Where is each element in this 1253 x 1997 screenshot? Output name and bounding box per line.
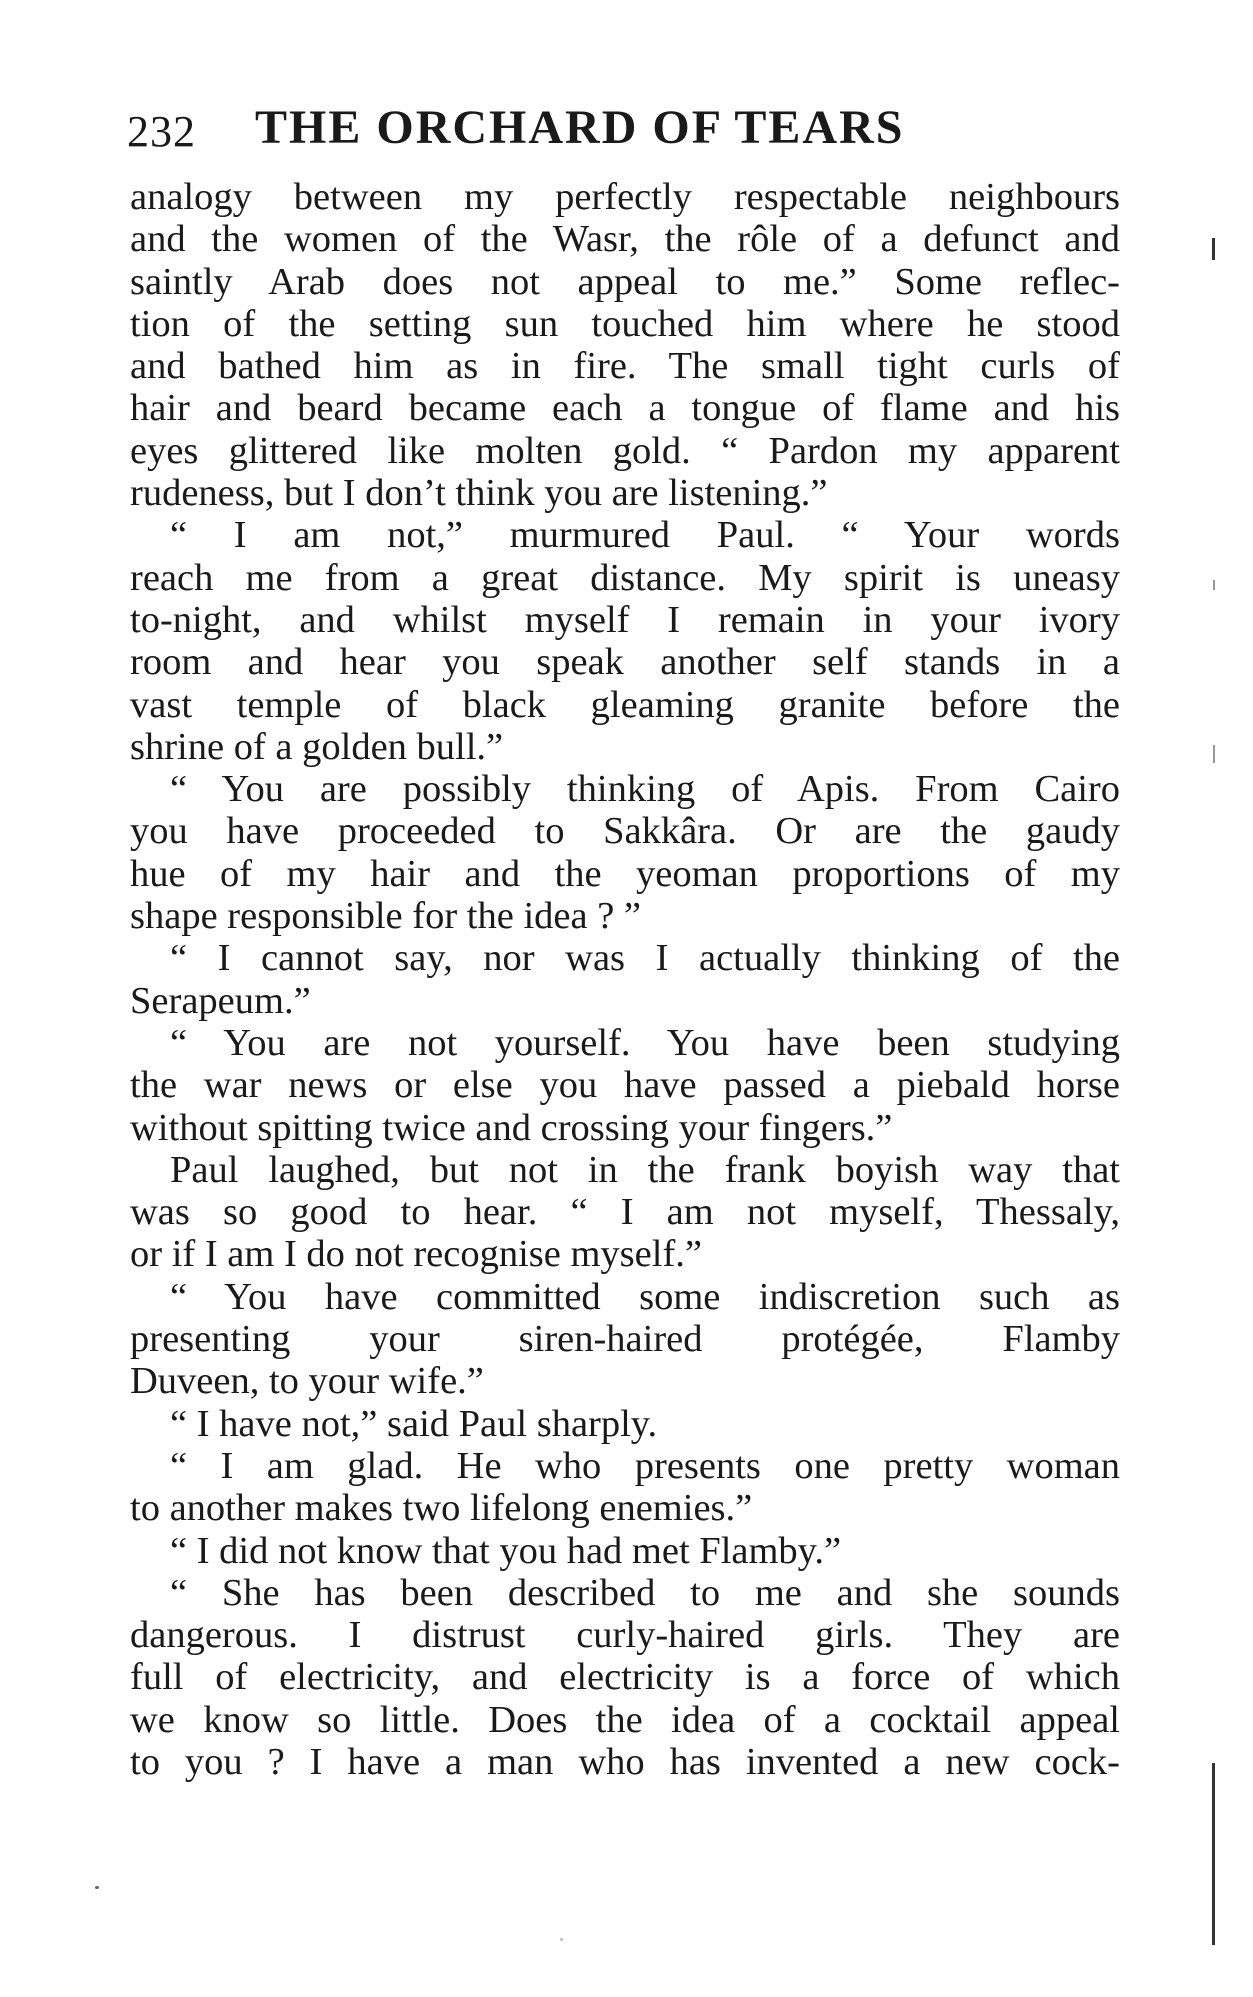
body-text <box>130 176 1125 1783</box>
scan-mark <box>1213 580 1215 590</box>
text-line: without spitting twice and crossing your fingers.” <box>130 1106 893 1149</box>
text-line: “ You have committed some indiscretion such as <box>170 1275 1120 1318</box>
text-line: the war news or else you have passed a piebald horse <box>130 1064 1120 1107</box>
text-line: “ You are possibly thinking of Apis. From Cairo <box>170 768 1120 811</box>
text-line: full of electricity, and electricity is a force of which <box>130 1656 1120 1699</box>
text-line: dangerous. I distrust curly-haired girls. They are <box>130 1614 1120 1657</box>
text-line: to another makes two lifelong enemies.” <box>130 1487 753 1530</box>
text-line: reach me from a great distance. My spirit is uneasy <box>130 556 1120 599</box>
text-line: room and hear you speak another self stands in a <box>130 641 1120 684</box>
text-line: to-night, and whilst myself I remain in your ivory <box>130 598 1120 641</box>
text-line: “ I have not,” said Paul sharply. <box>170 1402 658 1445</box>
page-header <box>127 100 987 170</box>
text-line: shrine of a golden bull.” <box>130 725 504 768</box>
page-number: 232 <box>127 107 196 156</box>
text-line: “ You are not yourself. You have been studying <box>170 1021 1120 1064</box>
scan-speck <box>95 1886 99 1889</box>
scan-mark <box>1212 238 1215 260</box>
text-line: hair and beard became each a tongue of flame and his <box>130 387 1120 430</box>
text-line: Duveen, to your wife.” <box>130 1360 484 1403</box>
text-line: hue of my hair and the yeoman proportions of my <box>130 852 1120 895</box>
text-line: “ I am glad. He who presents one pretty woman <box>170 1444 1120 1487</box>
text-line: eyes glittered like molten gold. “ Pardon my apparent <box>130 429 1120 472</box>
scan-mark <box>1213 745 1215 763</box>
text-line: tion of the setting sun touched him where he stood <box>130 302 1120 345</box>
text-line: to you ? I have a man who has invented a new cock- <box>130 1740 1120 1783</box>
text-line: vast temple of black gleaming granite before the <box>130 683 1120 726</box>
text-line: analogy between my perfectly respectable neighbours <box>130 176 1120 218</box>
running-title: THE ORCHARD OF TEARS <box>255 101 905 154</box>
text-line: or if I am I do not recognise myself.” <box>130 1233 702 1276</box>
text-line: we know so little. Does the idea of a cocktail appeal <box>130 1698 1120 1741</box>
scan-speck <box>560 1938 563 1941</box>
text-line: saintly Arab does not appeal to me.” Some reflec- <box>130 260 1120 303</box>
text-line: and bathed him as in fire. The small tight curls of <box>130 345 1120 388</box>
text-line: Serapeum.” <box>130 979 311 1022</box>
text-line: rudeness, but I don’t think you are listening.” <box>130 472 828 515</box>
text-line: “ I cannot say, nor was I actually thinking of the <box>170 937 1120 980</box>
text-line: “ I am not,” murmured Paul. “ Your words <box>170 514 1120 557</box>
text-line: “ I did not know that you had met Flamby.” <box>170 1529 842 1572</box>
text-line: Paul laughed, but not in the frank boyish way that <box>170 1148 1120 1191</box>
text-line: “ She has been described to me and she sounds <box>170 1571 1120 1614</box>
scan-mark <box>1212 1763 1215 1945</box>
text-line: you have proceeded to Sakkâra. Or are the gaudy <box>130 810 1120 853</box>
text-line: shape responsible for the idea ? ” <box>130 895 641 938</box>
text-line: presenting your siren-haired protégée, Flamby <box>130 1318 1120 1361</box>
text-line: was so good to hear. “ I am not myself, Thessaly, <box>130 1191 1120 1234</box>
text-line: and the women of the Wasr, the rôle of a defunct and <box>130 218 1120 261</box>
